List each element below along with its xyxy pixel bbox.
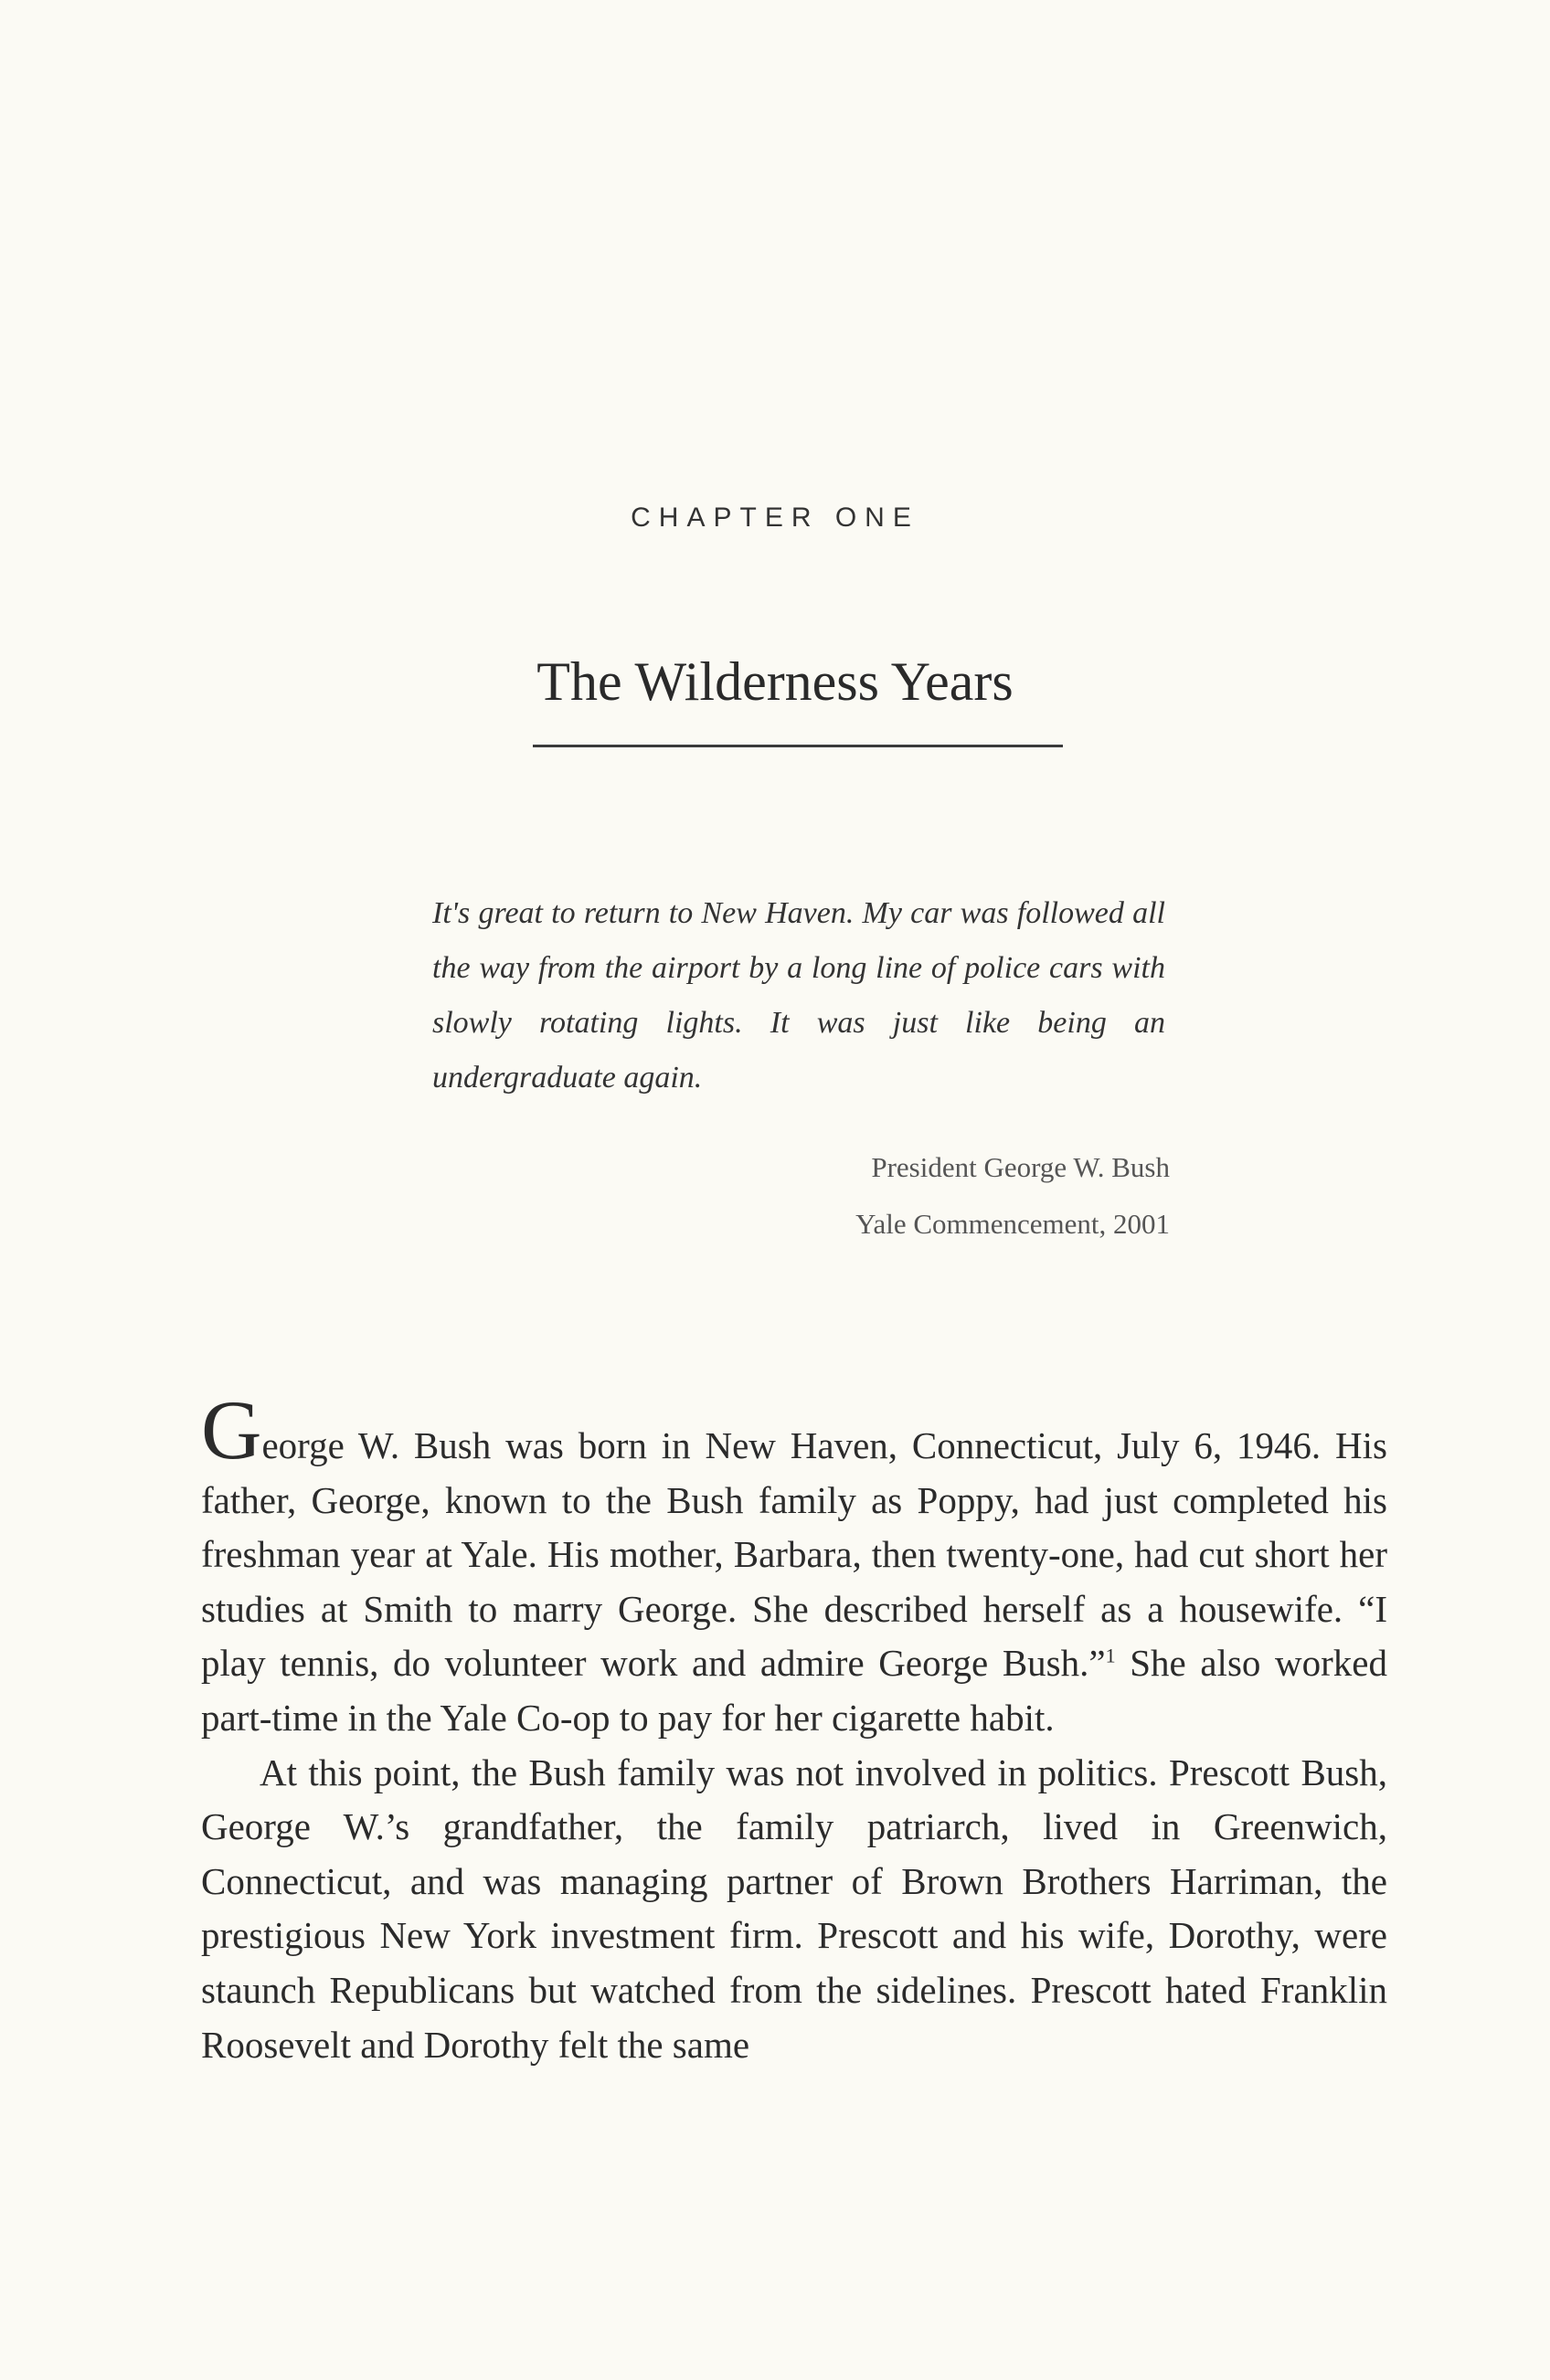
- paragraph-1: [201, 1383, 1387, 1746]
- epigraph-attribution-name: President George W. Bush: [871, 1151, 1170, 1183]
- epigraph-quote: It's great to return to New Haven. My car was followed all the way from the airport by a long line of police cars with slowly rotating lights. It was just like being an undergraduate again.: [432, 896, 1165, 1095]
- epigraph-attribution-event: Yale Commencement, 2001: [855, 1208, 1170, 1240]
- paragraph-1-text-b: She also worked part-time in the Yale Co-op to pay for her cigarette habit.: [201, 1642, 1387, 1739]
- title-divider: [533, 745, 1063, 747]
- chapter-body: [201, 1383, 1387, 2072]
- chapter-label: CHAPTER ONE: [631, 502, 919, 533]
- chapter-title: The Wilderness Years: [536, 651, 1014, 712]
- paragraph-2: At this point, the Bush family was not involved in politics. Prescott Bush, George W.’s grandfather, the family patriarch, lived in Greenwich, Connecticut, and was managing partner of Brown Brothers Harriman, the prestigious New York investment firm. Prescott and his wife, Dorothy, were staunch Republicans but watched from the sidelines. Prescott hated Franklin Roosevelt and Dorothy felt the same: [201, 1751, 1387, 2066]
- footnote-marker: 1: [1105, 1644, 1116, 1667]
- paragraph-1-text-a: eorge W. Bush was born in New Haven, Connecticut, July 6, 1946. His father, George, known to the Bush family as Poppy, had just completed his freshman year at Yale. His mother, Barbara, then twenty-one, had cut short her studies at Smith to marry George. She described herself as a housewife. “I play tennis, do volunteer work and admire George Bush.”: [201, 1424, 1387, 1685]
- drop-cap: G: [201, 1383, 262, 1476]
